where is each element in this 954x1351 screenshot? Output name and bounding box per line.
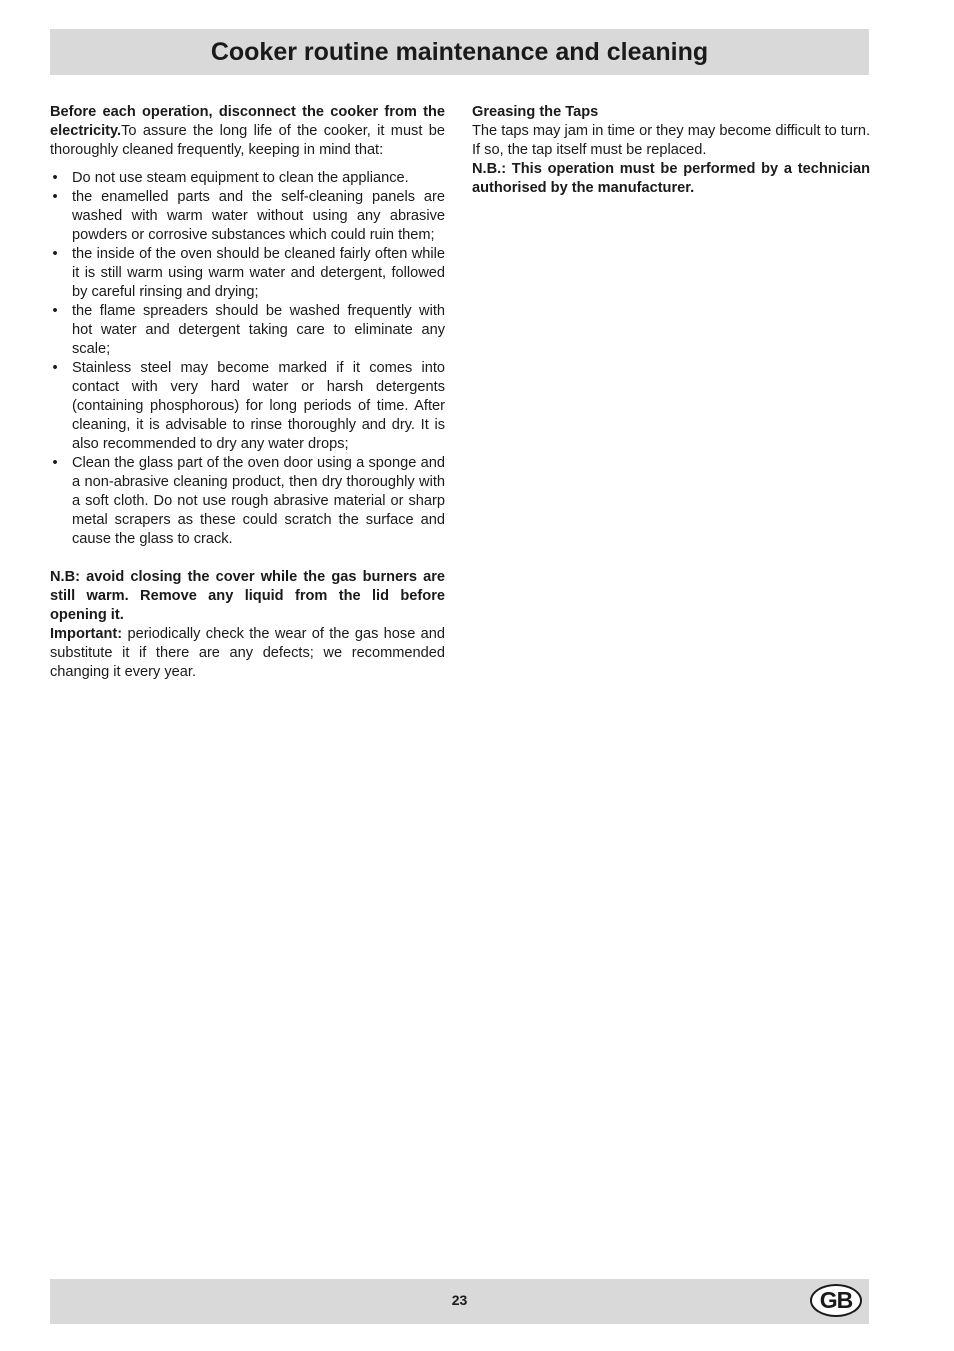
footer-bar	[50, 1279, 869, 1324]
list-item-text: Stainless steel may become marked if it comes into contact with very hard water or harsh detergents (containing phosphorous) for long periods of time. After cleaning, it is advisable to rinse thoroughly and dry. It is also recommended to dry any water drops;	[72, 360, 445, 452]
list-item	[50, 169, 445, 188]
nb-warning	[50, 568, 445, 625]
list-item-text: the flame spreaders should be washed frequently with hot water and detergent taking care to eliminate any scale;	[72, 303, 445, 357]
section-heading-text: Greasing the Taps	[472, 104, 599, 120]
spacer	[50, 549, 445, 568]
list-item-text: Do not use steam equipment to clean the appliance.	[72, 170, 409, 186]
language-badge: GB	[810, 1284, 862, 1317]
left-column	[50, 103, 445, 682]
list-item	[50, 188, 445, 245]
list-item-text: the enamelled parts and the self-cleaning panels are washed with warm water without using any abrasive powders or corrosive substances which could ruin them;	[72, 189, 445, 243]
bullet-icon: •	[52, 303, 58, 319]
list-item	[50, 245, 445, 302]
page-title: Cooker routine maintenance and cleaning	[210, 37, 709, 66]
bullet-icon: •	[52, 189, 58, 205]
page-number: 23	[451, 1292, 468, 1308]
right-column	[472, 103, 870, 198]
list-item-text: the inside of the oven should be cleaned fairly often while it is still warm using warm water and detergent, followed by careful rinsing and drying;	[72, 246, 445, 300]
list-item	[50, 359, 445, 454]
header-bar	[50, 29, 869, 75]
intro-text: To assure the long life of the cooker, it must be thoroughly cleaned frequently, keeping in mind that:	[50, 123, 445, 158]
list-item	[50, 454, 445, 549]
important-note	[50, 625, 445, 682]
technician-note	[472, 160, 870, 198]
important-label: Important:	[50, 626, 123, 642]
taps-paragraph: The taps may jam in time or they may become difficult to turn. If so, the tap itself must be replaced.	[472, 123, 870, 158]
nb-warning-text: N.B: avoid closing the cover while the gas burners are still warm. Remove any liquid from the lid before opening it.	[50, 569, 445, 623]
bullet-icon: •	[52, 170, 58, 186]
intro-paragraph	[50, 103, 445, 160]
important-text: periodically check the wear of the gas hose and substitute it if there are any defects; we recommended changing it every year.	[50, 626, 445, 680]
intro-warning: Before each operation, disconnect the cooker from the electricity.	[50, 104, 445, 139]
section-heading	[472, 103, 870, 122]
bullet-icon: •	[52, 455, 58, 471]
technician-note-text: N.B.: This operation must be performed by a technician authorised by the manufacturer.	[472, 161, 870, 196]
bullet-icon: •	[52, 246, 58, 262]
bullet-icon: •	[52, 360, 58, 376]
list-item-text: Clean the glass part of the oven door using a sponge and a non-abrasive cleaning product, then dry thoroughly with a soft cloth. Do not use rough abrasive material or sharp metal scrapers as these could scratch the surface and cause the glass to crack.	[72, 455, 445, 547]
list-item	[50, 302, 445, 359]
cleaning-list	[50, 169, 445, 549]
